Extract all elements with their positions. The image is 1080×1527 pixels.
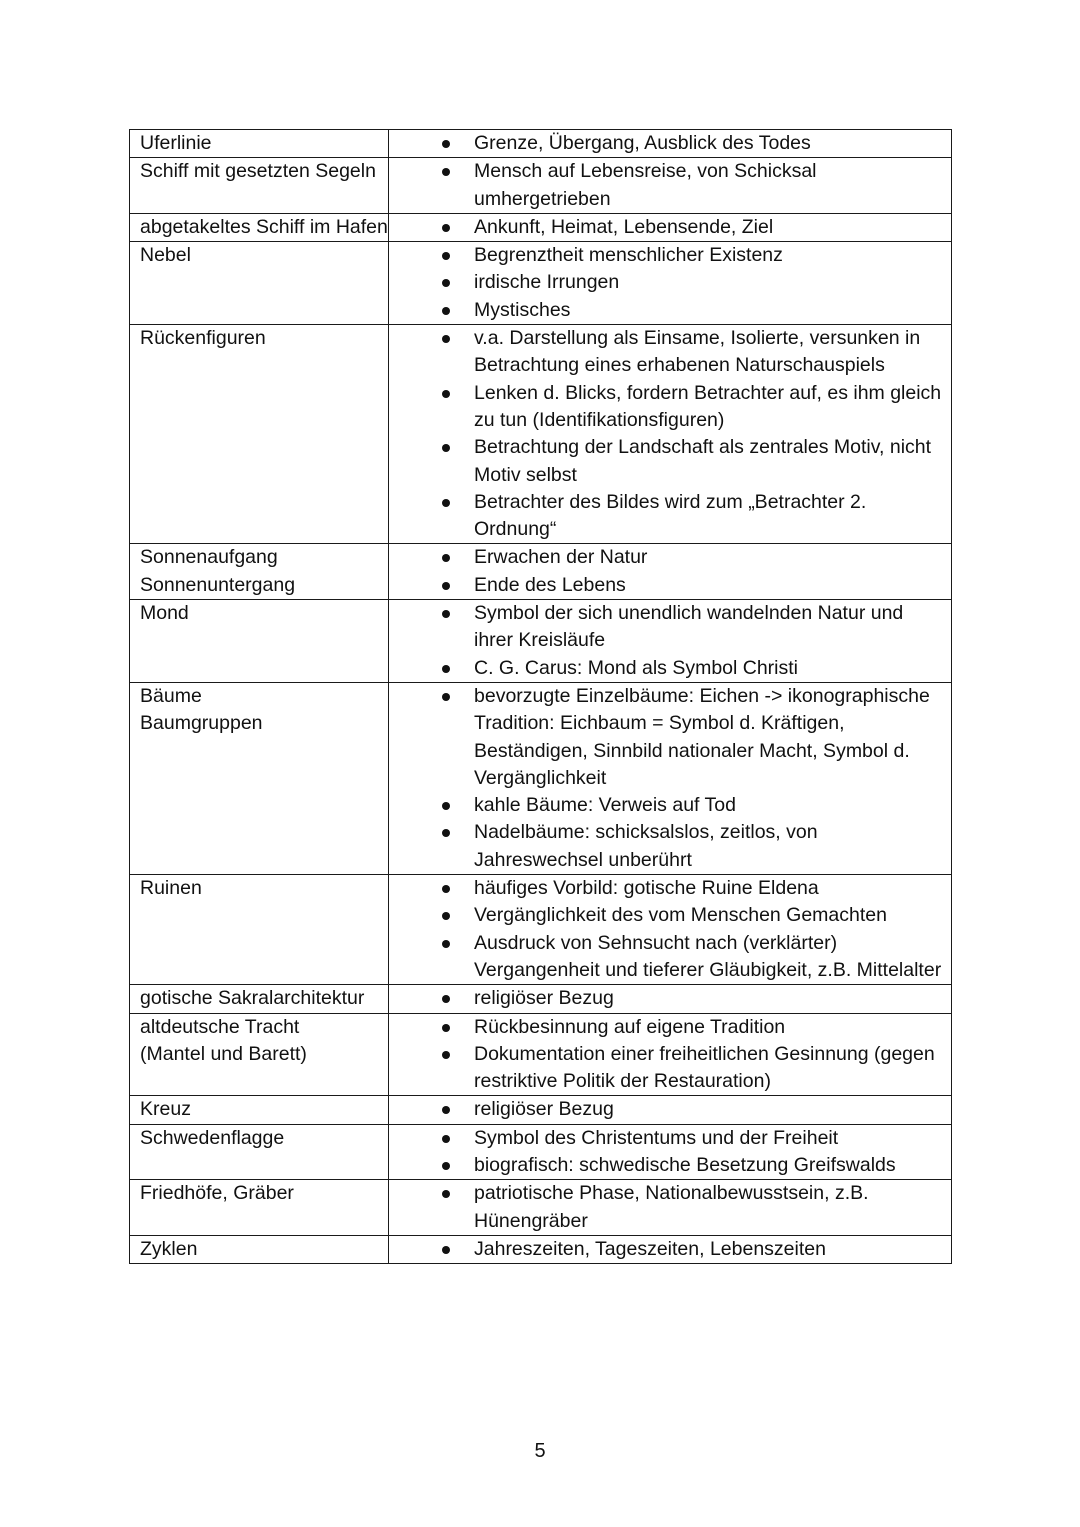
- table-row: [130, 213, 952, 241]
- motif-term: Mond: [140, 602, 189, 625]
- motif-term-cell: [130, 1096, 389, 1124]
- motif-term-cell: [130, 1124, 389, 1180]
- table-row: [130, 600, 952, 683]
- motif-term-cell: [130, 1013, 389, 1096]
- motif-meaning-cell: [389, 325, 952, 544]
- motif-term: Rückenfiguren: [140, 327, 266, 350]
- meaning-item: religiöser Bezug: [399, 1096, 951, 1123]
- motif-table: [129, 129, 952, 1264]
- table-row: [130, 1124, 952, 1180]
- meaning-item: Mensch auf Lebensreise, von Schicksal umhergetrieben: [399, 158, 951, 213]
- motif-meaning-cell: [389, 1124, 952, 1180]
- meaning-list: [399, 1096, 951, 1123]
- meaning-list: [399, 1014, 951, 1096]
- table-row: [130, 1096, 952, 1124]
- table-row: [130, 544, 952, 600]
- motif-term: abgetakeltes Schiff im Hafen: [140, 215, 388, 238]
- motif-term-cell: [130, 600, 389, 683]
- meaning-list: [399, 325, 951, 543]
- meaning-list: [399, 600, 951, 682]
- motif-meaning-cell: [389, 682, 952, 874]
- meaning-item: Symbol der sich unendlich wandelnden Natur und ihrer Kreisläufe: [399, 600, 951, 655]
- motif-term-cell: [130, 325, 389, 544]
- motif-meaning-cell: [389, 213, 952, 241]
- motif-term: Ruinen: [140, 877, 202, 900]
- meaning-item: Erwachen der Natur: [399, 544, 951, 571]
- motif-meaning-cell: [389, 544, 952, 600]
- table-row: [130, 130, 952, 158]
- page-number: 5: [534, 1440, 546, 1462]
- table-row: [130, 158, 952, 214]
- table-row: [130, 985, 952, 1013]
- motif-term-cell: [130, 213, 389, 241]
- meaning-item: Ankunft, Heimat, Lebensende, Ziel: [399, 214, 951, 241]
- motif-term: Kreuz: [140, 1098, 191, 1121]
- meaning-item: irdische Irrungen: [399, 269, 951, 296]
- motif-term: Friedhöfe, Gräber: [140, 1182, 294, 1205]
- meaning-item: Nadelbäume: schicksalslos, zeitlos, von Jahreswechsel unberührt: [399, 819, 951, 874]
- meaning-list: [399, 1236, 951, 1263]
- meaning-list: [399, 242, 951, 324]
- motif-term: Sonnenuntergang: [140, 573, 296, 596]
- motif-meaning-cell: [389, 600, 952, 683]
- motif-term: Schwedenflagge: [140, 1126, 285, 1149]
- meaning-list: [399, 1180, 951, 1235]
- motif-term: Baumgruppen: [140, 712, 263, 735]
- motif-term: gotische Sakralarchitektur: [140, 987, 365, 1010]
- table-row: [130, 682, 952, 874]
- meaning-item: kahle Bäume: Verweis auf Tod: [399, 792, 951, 819]
- meaning-item: Jahreszeiten, Tageszeiten, Lebenszeiten: [399, 1236, 951, 1263]
- meaning-list: [399, 130, 951, 157]
- motif-term-cell: [130, 682, 389, 874]
- meaning-item: Ausdruck von Sehnsucht nach (verklärter) Vergangenheit und tieferer Gläubigkeit, z.B. Mittelalter: [399, 930, 951, 985]
- meaning-item: patriotische Phase, Nationalbewusstsein, z.B. Hünengräber: [399, 1180, 951, 1235]
- meaning-item: religiöser Bezug: [399, 985, 951, 1012]
- meaning-item: Grenze, Übergang, Ausblick des Todes: [399, 130, 951, 157]
- meaning-list: [399, 214, 951, 241]
- meaning-list: [399, 1125, 951, 1180]
- motif-term: Sonnenaufgang: [140, 546, 278, 569]
- motif-meaning-cell: [389, 875, 952, 985]
- motif-term: altdeutsche Tracht: [140, 1015, 300, 1038]
- meaning-item: v.a. Darstellung als Einsame, Isolierte, versunken in Betrachtung eines erhabenen Naturschauspiels: [399, 325, 951, 380]
- motif-term: Schiff mit gesetzten Segeln: [140, 160, 376, 183]
- table-row: [130, 242, 952, 325]
- meaning-item: Vergänglichkeit des vom Menschen Gemachten: [399, 902, 951, 929]
- meaning-item: Betrachtung der Landschaft als zentrales Motiv, nicht Motiv selbst: [399, 434, 951, 489]
- motif-meaning-cell: [389, 985, 952, 1013]
- meaning-item: C. G. Carus: Mond als Symbol Christi: [399, 655, 951, 682]
- motif-term-cell: [130, 985, 389, 1013]
- motif-meaning-cell: [389, 1013, 952, 1096]
- motif-meaning-cell: [389, 242, 952, 325]
- motif-term-cell: [130, 1235, 389, 1263]
- meaning-list: [399, 875, 951, 984]
- meaning-item: Rückbesinnung auf eigene Tradition: [399, 1014, 951, 1041]
- motif-term-cell: [130, 1180, 389, 1236]
- table-row: [130, 1235, 952, 1263]
- motif-term: Zyklen: [140, 1237, 198, 1260]
- meaning-item: bevorzugte Einzelbäume: Eichen -> ikonographische Tradition: Eichbaum = Symbol d. Kräftigen, Beständigen, Sinnbild nationaler Macht, Symbol d. Vergänglichkeit: [399, 683, 951, 792]
- meaning-item: biografisch: schwedische Besetzung Greifswalds: [399, 1152, 951, 1179]
- motif-meaning-cell: [389, 130, 952, 158]
- motif-term: Uferlinie: [140, 132, 212, 154]
- motif-meaning-cell: [389, 158, 952, 214]
- meaning-list: [399, 985, 951, 1012]
- meaning-list: [399, 683, 951, 874]
- motif-term-cell: [130, 242, 389, 325]
- meaning-list: [399, 158, 951, 213]
- motif-term-cell: [130, 544, 389, 600]
- table-row: [130, 1180, 952, 1236]
- table-row: [130, 1013, 952, 1096]
- meaning-item: Lenken d. Blicks, fordern Betrachter auf, es ihm gleich zu tun (Identifikationsfiguren): [399, 380, 951, 435]
- meaning-item: häufiges Vorbild: gotische Ruine Eldena: [399, 875, 951, 902]
- table-row: [130, 875, 952, 985]
- motif-meaning-cell: [389, 1180, 952, 1236]
- meaning-item: Betrachter des Bildes wird zum „Betrachter 2. Ordnung“: [399, 489, 951, 544]
- meaning-item: Symbol des Christentums und der Freiheit: [399, 1125, 951, 1152]
- motif-meaning-cell: [389, 1235, 952, 1263]
- meaning-item: Begrenztheit menschlicher Existenz: [399, 242, 951, 269]
- table-row: [130, 325, 952, 544]
- table-body: [130, 130, 952, 1264]
- motif-term: Bäume: [140, 684, 202, 707]
- meaning-item: Mystisches: [399, 297, 951, 324]
- motif-term: Nebel: [140, 244, 191, 267]
- motif-term-cell: [130, 158, 389, 214]
- meaning-list: [399, 544, 951, 599]
- motif-term-cell: [130, 130, 389, 158]
- meaning-item: Dokumentation einer freiheitlichen Gesinnung (gegen restriktive Politik der Restauration): [399, 1041, 951, 1096]
- meaning-item: Ende des Lebens: [399, 572, 951, 599]
- motif-term-cell: [130, 875, 389, 985]
- motif-meaning-cell: [389, 1096, 952, 1124]
- motif-term: (Mantel und Barett): [140, 1042, 307, 1065]
